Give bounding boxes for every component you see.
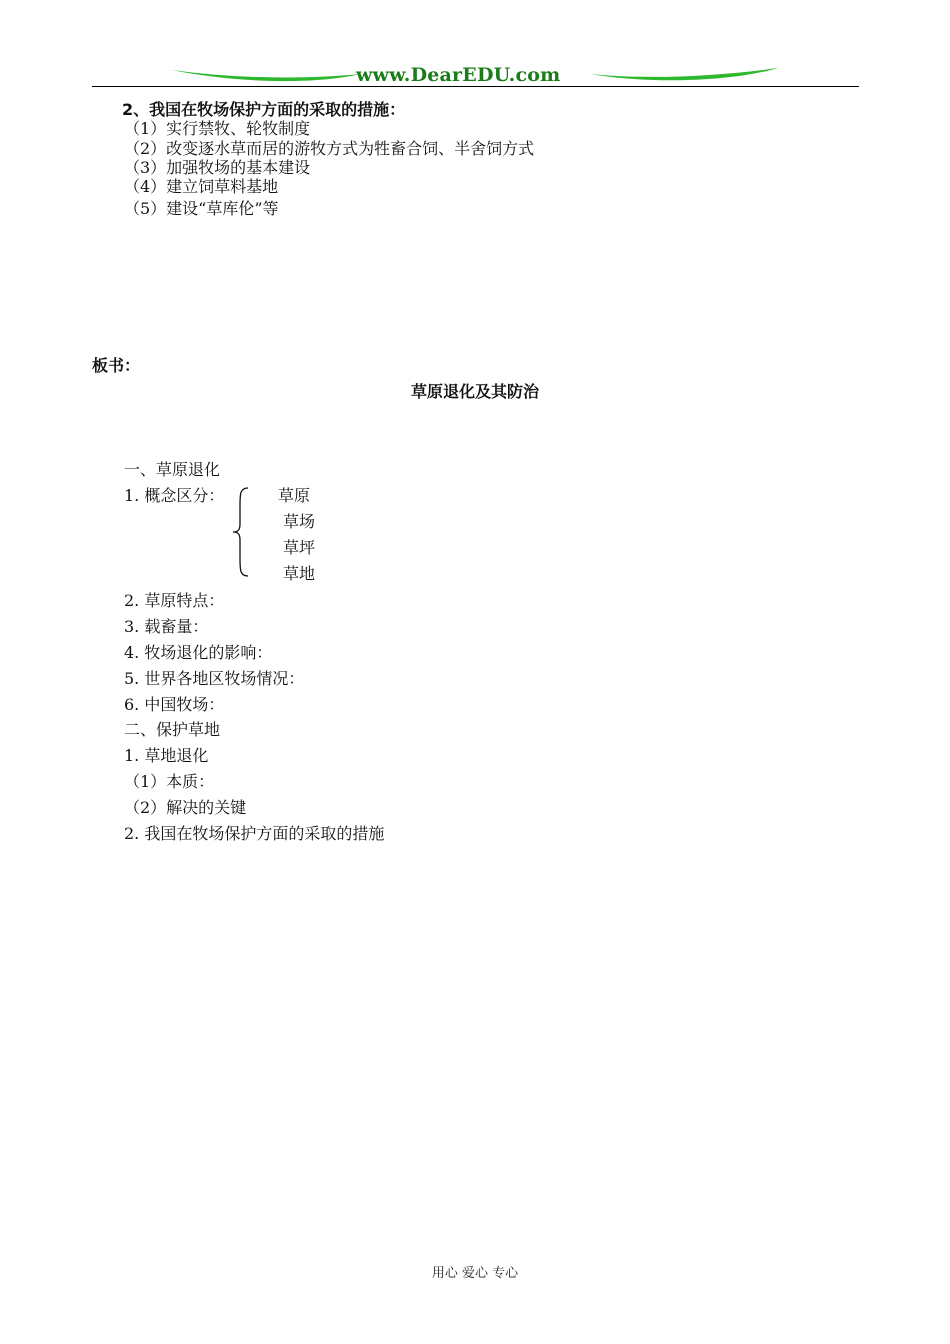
page-footer: 用心 爱心 专心 (431, 1266, 519, 1281)
curly-brace-icon (230, 486, 252, 578)
concept-item: 草场 (283, 512, 316, 531)
part2-heading: 二、保护草地 (124, 720, 221, 739)
part1-item: 4. 牧场退化的影响： (124, 643, 273, 662)
part1-item: 5. 世界各地区牧场情况： (124, 669, 305, 688)
part1-item: 2. 草原特点： (124, 591, 225, 610)
part2-item: 1. 草地退化 (124, 746, 209, 765)
concept-item: 草原 (278, 486, 311, 505)
measures-item: （4）建立饲草料基地 (124, 177, 279, 196)
concept-item: 草地 (283, 564, 316, 583)
measures-item: （5）建设“草库伦”等 (124, 199, 279, 218)
part2-item: （2）解决的关键 (124, 798, 247, 817)
board-label: 板书： (92, 356, 141, 375)
header-divider (92, 86, 859, 87)
measures-title: 2、我国在牧场保护方面的采取的措施： (122, 100, 406, 119)
site-brand: www.DearEDU.com (356, 64, 561, 86)
measures-item: （3）加强牧场的基本建设 (124, 158, 311, 177)
part1-heading: 一、草原退化 (124, 460, 221, 479)
measures-item: （2）改变逐水草而居的游牧方式为牲畜合饲、半舍饲方式 (124, 139, 535, 158)
measures-item: （1）实行禁牧、轮牧制度 (124, 119, 311, 138)
part1-item: 3. 载畜量： (124, 617, 209, 636)
part2-item: （1）本质： (124, 772, 215, 791)
part1-item: 6. 中国牧场： (124, 695, 225, 714)
concept-item: 草坪 (283, 538, 316, 557)
concept-label: 1. 概念区分： (124, 486, 225, 505)
part2-item: 2. 我国在牧场保护方面的采取的措施 (124, 824, 385, 843)
board-title: 草原退化及其防治 (410, 382, 539, 401)
